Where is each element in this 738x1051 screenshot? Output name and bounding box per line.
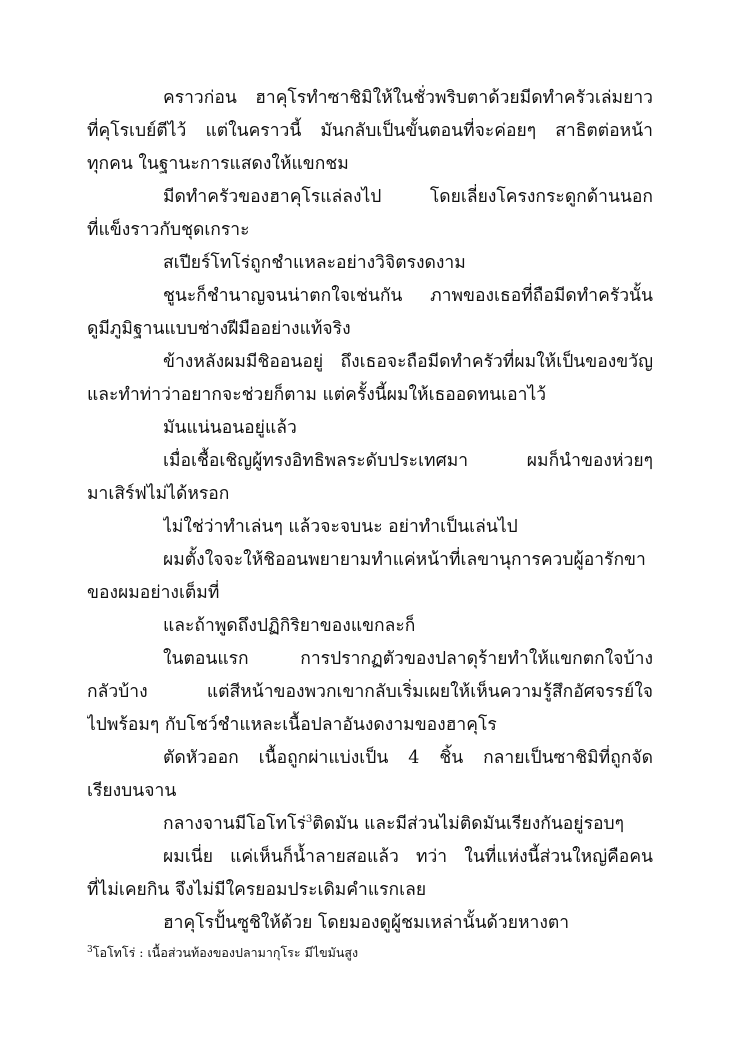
- footnoted-term: กลางจานมีโอโทโร่: [163, 814, 306, 834]
- paragraph-line: ที่แข็งราวกับชุดเกราะ: [87, 220, 250, 240]
- paragraph-line: ฮาคุโรปั้นซูชิให้ด้วย โดยมองดูผู้ชมเหล่านั้นด้วยหางตา: [163, 913, 570, 933]
- footnote: [87, 944, 653, 962]
- paragraph-line: ไปพร้อมๆ กับโชว์ชำแหละเนื้อปลาอันงดงามของฮาคุโร: [87, 715, 497, 735]
- paragraph-line: ไม่ใช่ว่าทำเล่นๆ แล้วจะจบนะ อย่าทำเป็นเล่นไป: [163, 517, 518, 537]
- paragraph-line: ตัดหัวออก เนื้อถูกผ่าแบ่งเป็น 4 ชิ้น กลายเป็นซาชิมิที่ถูกจัด: [163, 748, 653, 768]
- paragraph-line: เรียงบนจาน: [87, 781, 177, 801]
- paragraph-line: ผมตั้งใจจะให้ชิออนพยายามทำแค่หน้าที่เลขานุการควบผู้อารักขา: [163, 550, 646, 570]
- paragraph-line: ที่ไม่เคยกิน จึงไม่มีใครยอมประเดิมคำแรกเลย: [87, 880, 427, 900]
- paragraph-line: สเปียร์โทโร่ถูกชำแหละอย่างวิจิตรงดงาม: [163, 253, 466, 273]
- footnote-text: โอโทโร่ : เนื้อส่วนท้องของปลามากุโระ มีไขมันสูง: [92, 945, 359, 960]
- paragraph-line: และทำท่าว่าอยากจะช่วยก็ตาม แต่ครั้งนี้ผมให้เธออดทนเอาไว้: [87, 385, 547, 405]
- footnote-reference: 3: [305, 814, 313, 826]
- paragraph-line: ในตอนแรก การปรากฏตัวของปลาดุร้ายทำให้แขกตกใจบ้าง: [163, 649, 653, 669]
- paragraph-line: [163, 810, 653, 838]
- paragraph-line: มีดทำครัวของฮาคุโรแล่ลงไป โดยเลี่ยงโครงกระดูกด้านนอก: [163, 187, 653, 207]
- paragraph-line: เมื่อเชื้อเชิญผู้ทรงอิทธิพลระดับประเทศมา ผมก็นำของห่วยๆ: [163, 451, 653, 471]
- paragraph-line: กลัวบ้าง แต่สีหน้าของพวกเขากลับเริ่มเผยให้เห็นความรู้สึกอัศจรรย์ใจ: [87, 682, 653, 702]
- paragraph-line: มาเสิร์ฟไม่ได้หรอก: [87, 484, 230, 504]
- paragraph-line: และถ้าพูดถึงปฏิกิริยาของแขกละก็: [163, 616, 416, 636]
- paragraph-line: ผมเนี่ย แค่เห็นก็น้ำลายสอแล้ว ทว่า ในที่แห่งนี้ส่วนใหญ่คือคน: [163, 847, 653, 867]
- footnote-number: 3: [87, 944, 93, 955]
- paragraph-line: ที่คุโรเบย์ตีไว้ แต่ในคราวนี้ มันกลับเป็นขั้นตอนที่จะค่อยๆ สาธิตต่อหน้า: [87, 121, 653, 141]
- paragraph-line: มันแน่นอนอยู่แล้ว: [163, 418, 297, 438]
- paragraph-line: ของผมอย่างเต็มที่: [87, 583, 220, 603]
- paragraph-text: ติดมัน และมีส่วนไม่ติดมันเรียงกันอยู่รอบๆ: [312, 814, 624, 834]
- paragraph-line: คราวก่อน ฮาคุโรทำซาชิมิให้ในชั่วพริบตาด้วยมีดทำครัวเล่มยาว: [163, 88, 653, 108]
- paragraph-line: ทุกคน ในฐานะการแสดงให้แขกชม: [87, 154, 349, 174]
- paragraph-line: ชูนะก็ชำนาญจนน่าตกใจเช่นกัน ภาพของเธอที่ถือมีดทำครัวนั้น: [163, 286, 653, 306]
- paragraph-line: ข้างหลังผมมีชิออนอยู่ ถึงเธอจะถือมีดทำครัวที่ผมให้เป็นของขวัญ: [163, 352, 653, 372]
- paragraph-line: ดูมีภูมิฐานแบบช่างฝีมืออย่างแท้จริง: [87, 319, 351, 339]
